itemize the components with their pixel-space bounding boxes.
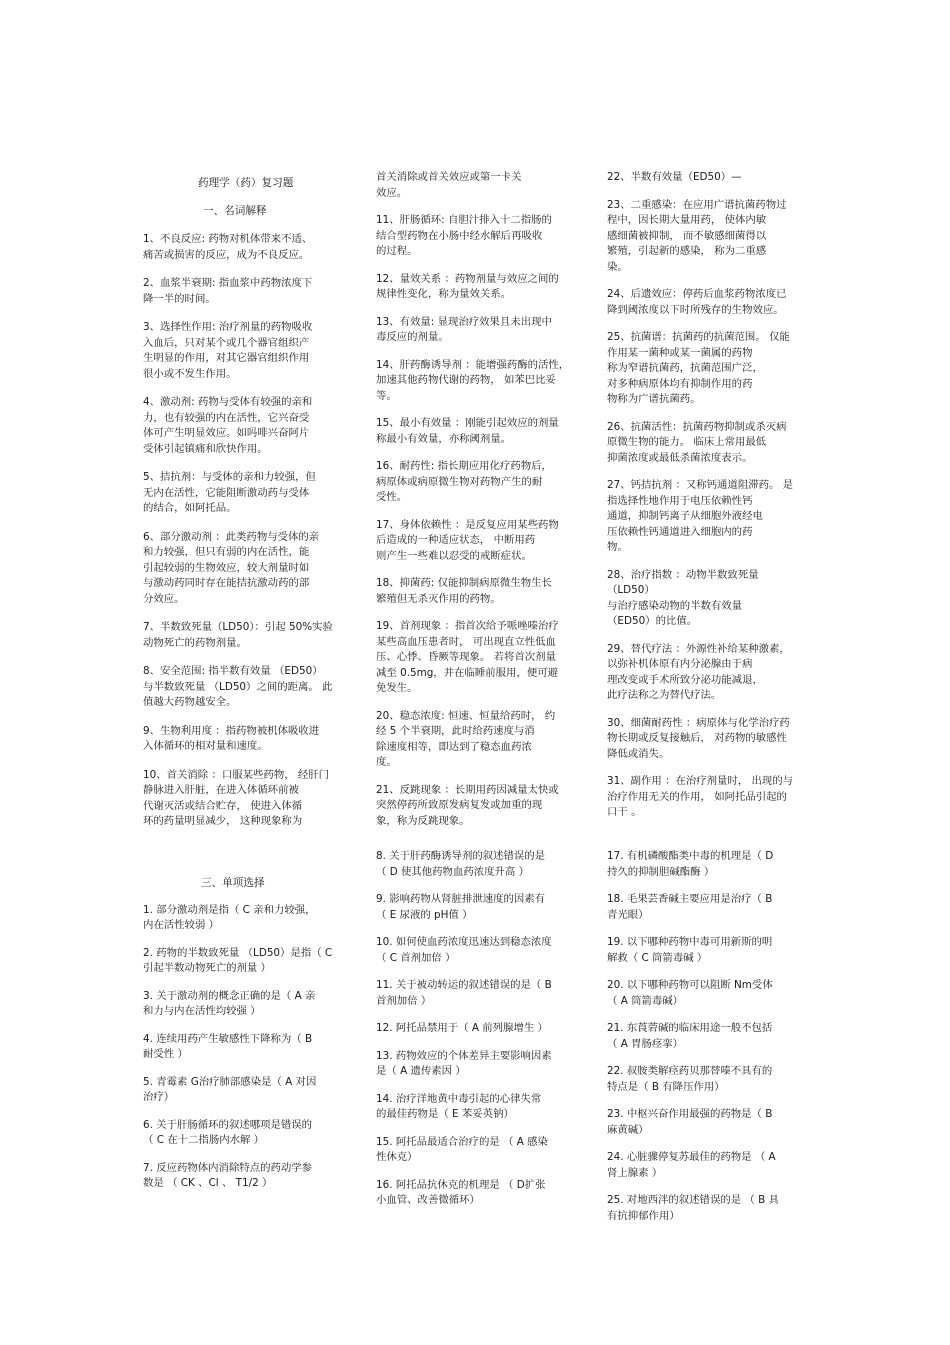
definition-item: 7、半数致死量（LD50）：引起 50%实验 动物死亡的药物剂量。 xyxy=(143,621,333,649)
document-title: 药理学（药）复习题 xyxy=(198,177,294,189)
mcq-item: 7. 反应药物体内消除特点的药动学参 数是 （ CK 、Cl 、 T1/2 ） xyxy=(143,1161,313,1189)
mcq-item: 6. 关于肝肠循环的叙述哪项是错误的 （ C 在十二指肠内水解 ） xyxy=(143,1118,313,1146)
mcq-item: 14. 治疗洋地黄中毒引起的心律失常 的最佳药物是（ E 苯妥英钠） xyxy=(376,1092,542,1120)
definition-continuation: 首关消除或首关效应或第一卡关 效应。 xyxy=(376,171,522,199)
definition-item: 25、抗菌谱：抗菌药的抗菌范围。 仅能 作用某一菌种或某一菌属的药物 称为窄谱抗菌药，抗菌范围广泛， 对多种病原体均有抑制作用的药 物称为广谱抗菌药。 xyxy=(607,331,790,405)
section-heading-mcq: 三、单项选择 xyxy=(201,877,265,889)
mcq-item: 16. 阿托品抗休克的机理是 （ D扩张 小血管、改善微循环） xyxy=(376,1178,546,1206)
mcq-item: 19. 以下哪种药物中毒可用新斯的明 解救（ C 筒箭毒碱 ） xyxy=(607,936,773,964)
mcq-item: 18. 毛果芸香碱主要应用是治疗（ B 青光眼） xyxy=(607,893,773,921)
definition-item: 30、细菌耐药性 ：病原体与化学治疗药 物长期或反复接触后， 对药物的敏感性 降低或消失。 xyxy=(607,716,790,760)
mcq-item: 9. 影响药物从肾脏排泄速度的因素有 （ E 尿液的 pH值 ） xyxy=(376,893,546,921)
definition-item: 15、最小有效量 ：刚能引起效应的剂量 称最小有效量，亦称阈剂量。 xyxy=(376,417,559,445)
mcq-item: 8. 关于肝药酶诱导剂的叙述错误的是 （ D 使其他药物血药浓度升高 ） xyxy=(376,850,546,878)
mcq-item: 17. 有机磷酸酯类中毒的机理是（ D 持久的抑制胆碱酯酶 ） xyxy=(607,850,774,878)
definition-item: 17、身体依赖性 ：是反复应用某些药物 后造成的一种适应状态， 中断用药 则产生一些难以忍受的戒断症状。 xyxy=(376,518,559,562)
mcq-item: 13. 药物效应的个体差异主要影响因素 是（ A 遗传素因 ） xyxy=(376,1049,552,1077)
definition-item: 21、反跳现象 ：长期用药因减量太快或 突然停药所致原发病复发或加重的现 象，称为反跳现象。 xyxy=(376,783,559,827)
column-1-top xyxy=(143,176,338,830)
definition-item: 23、二重感染：在应用广谱抗菌药物过 程中，因长期大量用药， 使体内敏 感细菌被抑制， 而不敏感细菌得以 繁殖，引起新的感染， 称为二重感 染。 xyxy=(607,198,787,273)
definition-item: 19、首剂现象 ：指首次给予哌唑嗪治疗 某些高血压患者时， 可出现直立性低血 压、心悸、昏厥等现象。 若将首次剂量 减至 0.5mg，并在临睡前服用，便可避 免发生。 xyxy=(376,620,559,694)
mcq-item: 3. 关于激动剂的概念正确的是（ A 亲 和力与内在活性均较强 ） xyxy=(143,989,316,1017)
definition-item: 1、不良反应: 药物对机体带来不适、 痛苦或损害的反应，成为不良反应。 xyxy=(143,233,313,261)
mcq-item: 5. 青霉素 G治疗肺部感染是（ A 对因 治疗） xyxy=(143,1075,317,1103)
definition-item: 12、量效关系 ：药物剂量与效应之间的 规律性变化，称为量效关系。 xyxy=(376,272,559,300)
mcq-item: 2. 药物的半数致死量 （LD50）是指（ C 引起半数动物死亡的剂量 ） xyxy=(143,946,333,974)
mcq-item: 1. 部分激动剂是指（ C 亲和力较强， 内在活性较弱 ） xyxy=(143,903,316,931)
definition-item: 9、生物利用度 ：指药物被机体吸收进 入体循环的相对量和速度。 xyxy=(143,724,320,752)
definition-item: 28、治疗指数 ：动物半数致死量 （LD50） 与治疗感染动物的半数有效量 （ED50）的比值。 xyxy=(607,568,759,627)
definition-item: 3、选择性作用: 治疗剂量的药物吸收 入血后，只对某个或几个器官组织产 生明显的作用，对其它器官组织作用 很小或不发生作用。 xyxy=(143,321,313,380)
column-1-bottom xyxy=(143,876,338,1192)
mcq-item: 15. 阿托品最适合治疗的是 （ A 感染 性休克） xyxy=(376,1135,548,1163)
column-3-bottom xyxy=(607,849,807,1224)
definition-item: 13、有效量: 显现治疗效果且未出现中 毒反应的剂量。 xyxy=(376,315,552,343)
definition-item: 8、安全范围: 指半数有效量 （ED50） 与半数致死量 （LD50）之间的距离。 此 值越大药物越安全。 xyxy=(143,665,333,708)
definition-item: 22、半数有效量（ED50）— xyxy=(607,171,742,183)
mcq-item: 12. 阿托品禁用于（ A 前列腺增生 ） xyxy=(376,1022,548,1034)
section-heading-definitions: 一、名词解释 xyxy=(203,204,267,217)
definition-item: 14、肝药酶诱导剂 ：能增强药酶的活性， 加速其他药物代谢的药物， 如苯巴比妥 等。 xyxy=(376,358,570,402)
definition-item: 11、肝肠循环: 自胆汁排入十二指肠的 结合型药物在小肠中经水解后再吸收 的过程。 xyxy=(376,214,552,257)
definition-item: 31、副作用 ：在治疗剂量时， 出现的与 治疗作用无关的作用， 如阿托品引起的 口干 。 xyxy=(607,775,794,818)
column-2-top xyxy=(376,170,576,829)
column-3-top xyxy=(607,170,807,821)
mcq-item: 21. 东莨菪碱的临床用途一般不包括 （ A 胃肠痉挛） xyxy=(607,1022,773,1050)
definition-item: 20、稳态浓度: 恒速、恒量给药时， 约 经 5 个半衰期，此时给药速度与消 除速度相等，即达到了稳态血药浓 度。 xyxy=(376,709,556,768)
definition-item: 24、后遗效应：停药后血浆药物浓度已 降到阈浓度以下时所残存的生物效应。 xyxy=(607,288,787,316)
mcq-item: 11. 关于被动转运的叙述错误的是（ B 首剂加倍 ） xyxy=(376,979,552,1007)
mcq-item: 20. 以下哪种药物可以阻断 Nm受体 （ A 筒箭毒碱） xyxy=(607,979,773,1007)
mcq-item: 25. 对地西泮的叙述错误的是 （ B 具 有抗抑郁作用） xyxy=(607,1194,779,1222)
definition-item: 26、抗菌活性：抗菌药物抑制或杀灭病 原微生物的能力。 临床上常用最低 抑菌浓度或最低杀菌浓度表示。 xyxy=(607,420,787,464)
mcq-item: 24. 心脏骤停复苏最佳的药物是 （ A 肾上腺素 ） xyxy=(607,1151,776,1179)
mcq-item: 10. 如何使血药浓度迅速达到稳态浓度 （ C 首剂加倍 ） xyxy=(376,936,552,964)
definition-item: 6、部分激动剂 ：此类药物与受体的亲 和力较强，但只有弱的内在活性，能 引起较弱的生物效应，较大剂量时如 与激动药同时存在能拮抗激动药的部 分效应。 xyxy=(143,530,320,605)
definition-item: 10、首关消除 ：口服某些药物， 经肝门 静脉进入肝脏，在进入体循环前被 代谢灭活或结合贮存， 使进入体循 环的药量明显减少， 这种现象称为 xyxy=(143,768,330,827)
definition-item: 4、激动剂: 药物与受体有较强的亲和 力，也有较强的内在活性，它兴奋受 体可产生明显效应。如吗啡兴奋阿片 受体引起镇痛和欣快作用。 xyxy=(143,396,313,455)
column-2-bottom xyxy=(376,849,576,1209)
definition-item: 2、血浆半衰期: 指血浆中药物浓度下 降一半的时间。 xyxy=(143,277,313,305)
mcq-item: 23. 中枢兴奋作用最强的药物是（ B 麻黄碱） xyxy=(607,1108,773,1136)
mcq-item: 22. 叔胺类解痉药贝那替嗪不具有的 特点是（ B 有降压作用） xyxy=(607,1065,773,1093)
definition-item: 16、耐药性: 指长期应用化疗药物后， 病原体或病原微生物对药物产生的耐 受性。 xyxy=(376,460,552,503)
definition-item: 29、替代疗法 ：外源性补给某种激素， 以弥补机体原有内分泌腺由于病 理改变或手术所致分泌功能减退， 此疗法称之为替代疗法。 xyxy=(607,642,790,701)
definition-item: 5、拮抗剂：与受体的亲和力较强，但 无内在活性，它能阻断激动药与受体 的结合，如阿托品。 xyxy=(143,471,316,514)
mcq-item: 4. 连续用药产生敏感性下降称为（ B 耐受性 ） xyxy=(143,1032,313,1060)
definition-item: 18、抑菌药: 仅能抑制病原微生物生长 繁殖但无杀灭作用的药物。 xyxy=(376,577,552,605)
definition-item: 27、钙拮抗剂 ：又称钙通道阻滞药。 是 指选择性地作用于电压依赖性钙 通道，抑制钙离子从细胞外液经电 压依赖性钙通道进入细胞内的药 物。 xyxy=(607,479,794,553)
